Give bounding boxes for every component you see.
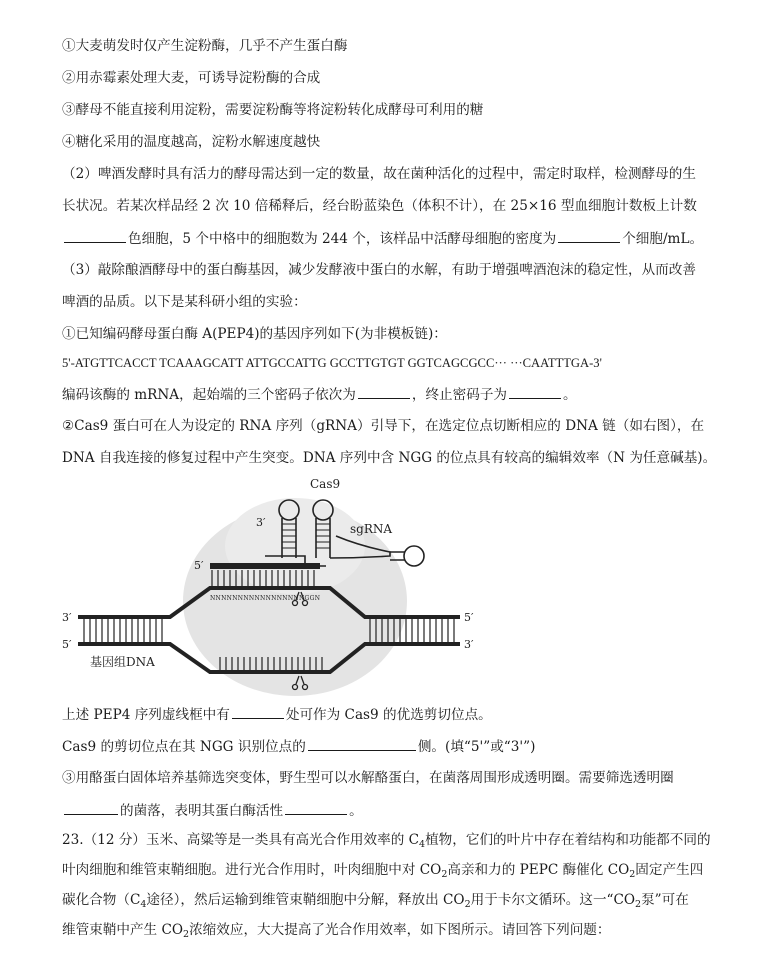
guide-rna-strand	[210, 563, 320, 569]
answer-blank[interactable]	[308, 737, 416, 751]
answer-blank[interactable]	[64, 801, 118, 815]
guide-5prime-label: 5′	[194, 559, 204, 572]
q2-line-1: （2）啤酒发酵时具有活力的酵母需达到一定的数量，故在菌种活化的过程中，需定时取样，检测酵母的生	[62, 166, 696, 182]
q23-line-2: 叶肉细胞和维管束鞘细胞。进行光合作用时，叶肉细胞中对 $CO_2$高亲和力的 PEPC 酶催化 $CO_2$固定产生四	[62, 862, 704, 880]
q2-line-3: 色细胞，5 个中格中的细胞数为 244 个，该样品中活酵母细胞的密度为 个细胞/mL。	[62, 229, 703, 248]
option-3: ③酵母不能直接利用淀粉，需要淀粉酶等将淀粉转化成酵母可利用的糖	[62, 102, 484, 118]
sgrna-label: sgRNA	[350, 522, 393, 536]
genomic-dna-label: 基因组DNA	[90, 655, 155, 669]
cut-site-question: 上述 PEP4 序列虚线框中有 处可作为 Cas9 的优选剪切位点。	[62, 707, 492, 723]
answer-blank[interactable]	[558, 229, 620, 243]
q3-line-1: （3）敲除酿酒酵母中的蛋白酶基因，减少发酵液中蛋白的水解，有助于增强啤酒泡沫的稳定性，从而改善	[62, 262, 696, 278]
sgrna-3prime-label: 3′	[256, 516, 266, 529]
left-3prime-label: 3′	[62, 611, 72, 624]
answer-blank[interactable]	[285, 801, 347, 815]
q3-line-2: 啤酒的品质。以下是某科研小组的实验：	[62, 294, 307, 310]
option-4: ④糖化采用的温度越高，淀粉水解速度越快	[62, 134, 321, 150]
cut-side-question: Cas9 的剪切位点在其 NGG 识别位点的 侧。(填“5'”或“3'”)	[62, 739, 536, 755]
answer-blank[interactable]	[232, 705, 284, 719]
ngg-strip: NNNNNNNNNNNNNNNNNGGN	[210, 595, 320, 602]
option-2: ②用赤霉素处理大麦，可诱导淀粉酶的合成	[62, 70, 321, 86]
q3-item3-line-2: 的菌落，表明其蛋白酶活性 。	[62, 801, 363, 820]
q3-item2-line-1: ②Cas9 蛋白可在人为设定的 RNA 序列（gRNA）引导下，在选定位点切断相应的 DNA 链（如右图），在	[62, 418, 705, 434]
q3-item1-intro: ①已知编码酵母蛋白酶 A(PEP4)的基因序列如下(为非模板链)：	[62, 326, 447, 342]
answer-blank[interactable]	[509, 385, 561, 399]
left-5prime-label: 5′	[62, 638, 72, 651]
option-1: ①大麦萌发时仅产生淀粉酶，几乎不产生蛋白酶	[62, 38, 348, 54]
gene-sequence: 5'-ATGTTCACCT TCAAAGCATT ATTGCCATTG GCCTTGTGT GGTCAGCGCC··· ···CAATTTGA-3'	[62, 356, 602, 370]
cas9-protein-shape	[225, 498, 365, 594]
right-5prime-label: 5′	[464, 611, 474, 624]
q23-line-1: 23.（12 分）玉米、高粱等是一类具有高光合作用效率的 $C_4$植物，它们的叶片中存在着结构和功能都不同的	[62, 832, 711, 850]
cas9-figure	[60, 476, 480, 698]
q23-line-3: 碳化合物（$C_4$途径），然后运输到维管束鞘细胞中分解，释放出 $CO_2$用于卡尔文循环。这一“$CO_2$泵”可在	[62, 892, 689, 910]
right-3prime-label: 3′	[464, 638, 474, 651]
cas9-label: Cas9	[310, 477, 341, 491]
codon-question: 编码该酶的 mRNA，起始端的三个密码子依次为 ，终止密码子为 。	[62, 387, 577, 403]
answer-blank[interactable]	[64, 229, 126, 243]
q2-line-2: 长状况。若某次样品经 2 次 10 倍稀释后，经台盼蓝染色（体积不计），在 25×16 型血细胞计数板上计数	[62, 198, 697, 214]
answer-blank[interactable]	[358, 385, 410, 399]
q23-line-4: 维管束鞘中产生 $CO_2$浓缩效应，大大提高了光合作用效率，如下图所示。请回答下列问题：	[62, 922, 611, 940]
q3-item3-line-1: ③用酪蛋白固体培养基筛选突变体，野生型可以水解酪蛋白，在菌落周围形成透明圈。需要筛选透明圈	[62, 770, 674, 786]
q3-item2-line-2: DNA 自我连接的修复过程中产生突变。DNA 序列中含 NGG 的位点具有较高的编辑效率（N 为任意碱基)。	[62, 450, 717, 466]
